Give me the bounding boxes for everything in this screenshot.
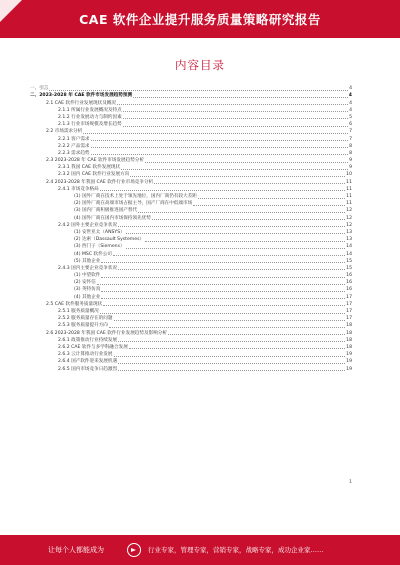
toc-entry-page: 4 xyxy=(349,100,352,106)
toc-leader-dots xyxy=(129,347,345,349)
toc-entry-label: 2.4.2 国外主要企业竞争状况 xyxy=(58,222,118,228)
toc-leader-dots xyxy=(126,247,346,249)
toc-entry-label: (1) 安世亚太（ANSYS） xyxy=(74,229,125,235)
toc-leader-dots xyxy=(100,189,345,191)
toc-leader-dots xyxy=(193,204,345,206)
toc-entry[interactable] xyxy=(30,301,352,308)
toc-entry-label: (2) 国外厂商在高端市场占据主导，国产厂商在中低端市场 xyxy=(74,201,193,207)
toc-entry-page: 12 xyxy=(346,222,352,228)
toc-entry[interactable] xyxy=(30,322,352,329)
document-header xyxy=(0,0,400,38)
toc-leader-dots xyxy=(198,197,345,199)
toc-entry[interactable] xyxy=(30,315,352,322)
toc-leader-dots xyxy=(114,355,346,357)
toc-entry[interactable] xyxy=(30,365,352,372)
toc-leader-dots xyxy=(49,89,348,91)
toc-entry[interactable] xyxy=(30,293,352,300)
toc-entry-label: (4) MSC 软件公司 xyxy=(74,251,112,257)
toc-leader-dots xyxy=(83,132,348,134)
toc-entry-page: 13 xyxy=(346,229,352,235)
toc-entry-label: 2.4.3 国内主要企业竞争状况 xyxy=(58,265,118,271)
toc-leader-dots xyxy=(91,139,349,141)
toc-leader-dots xyxy=(154,182,345,184)
toc-entry[interactable] xyxy=(30,107,352,114)
toc-entry-label: 2.5.2 服务质量存在的问题 xyxy=(58,316,113,322)
toc-entry-page: 8 xyxy=(349,150,352,156)
toc-leader-dots xyxy=(152,218,345,220)
toc-entry-label: 2.5.1 服务质量概况 xyxy=(58,309,99,314)
toc-leader-dots xyxy=(145,161,348,163)
toc-leader-dots xyxy=(118,369,345,371)
toc-entry[interactable] xyxy=(30,250,352,257)
toc-leader-dots xyxy=(123,110,348,112)
toc-leader-dots xyxy=(101,276,345,278)
toc-leader-dots xyxy=(109,326,345,328)
toc-entry-label: (3) 英特仿真 xyxy=(74,287,101,293)
toc-entry-page: 17 xyxy=(346,316,352,322)
toc-leader-dots xyxy=(133,96,348,98)
toc-leader-dots xyxy=(101,290,345,292)
toc-entry-label: 2.6 2023-2028 年我国 CAE 软件行业发展趋势及影响分析 xyxy=(46,330,167,336)
toc-leader-dots xyxy=(145,240,345,242)
table-of-contents xyxy=(30,85,352,373)
toc-leader-dots xyxy=(123,125,348,127)
toc-entry-page: 7 xyxy=(349,129,352,135)
toc-entry[interactable] xyxy=(30,121,352,128)
toc-leader-dots xyxy=(117,103,348,105)
toc-entry-page: 14 xyxy=(346,251,352,257)
toc-entry-page: 11 xyxy=(346,186,352,192)
toc-entry-label: (1) 中望软件 xyxy=(74,273,101,279)
toc-entry[interactable] xyxy=(30,272,352,279)
toc-entry-label: (5) 其他企业 xyxy=(74,258,101,264)
toc-entry-page: 18 xyxy=(346,323,352,329)
toc-entry-page: 15 xyxy=(346,258,352,264)
toc-leader-dots xyxy=(123,117,348,119)
toc-entry[interactable] xyxy=(30,135,352,142)
toc-entry-label: 2.2.2 产品需求 xyxy=(58,143,90,149)
toc-leader-dots xyxy=(126,232,345,234)
toc-leader-dots xyxy=(91,146,349,148)
toc-entry[interactable] xyxy=(30,236,352,243)
toc-entry[interactable] xyxy=(30,329,352,336)
toc-entry-label: 2.6.5 国内市场竞争日趋激烈 xyxy=(58,366,118,372)
toc-entry-label: 2.2.3 需求趋势 xyxy=(58,150,90,156)
toc-leader-dots xyxy=(101,261,345,263)
toc-entry-label: 2.4 2023-2028 年我国 CAE 软件行业市场竞争分析 xyxy=(46,179,154,185)
document-footer xyxy=(0,535,400,565)
toc-leader-dots xyxy=(97,283,345,285)
toc-leader-dots xyxy=(121,168,348,170)
toc-entry-page: 11 xyxy=(346,201,352,207)
toc-entry-label: (2) 达索（Dassault Systemes） xyxy=(74,237,145,243)
toc-entry-label: 2.6.1 政策推动行业持续发展 xyxy=(58,337,118,343)
toc-entry[interactable] xyxy=(30,186,352,193)
toc-entry[interactable] xyxy=(30,258,352,265)
toc-entry-page: 18 xyxy=(346,337,352,343)
toc-entry-label: 2.6.4 国产软件迎来发展机遇 xyxy=(58,359,118,365)
page-number: 1 xyxy=(349,480,352,485)
toc-entry-page: 11 xyxy=(346,194,352,199)
toc-entry[interactable] xyxy=(30,114,352,121)
toc-leader-dots xyxy=(101,297,345,299)
toc-entry[interactable] xyxy=(30,85,352,92)
toc-entry-label: 2.3.2 国内 CAE 软件行业发展方向 xyxy=(58,172,130,178)
toc-entry-page: 12 xyxy=(346,215,352,221)
toc-entry-label: 2.6.3 云计算推动行业发展 xyxy=(58,352,113,358)
toc-entry-page: 15 xyxy=(346,265,352,271)
toc-entry-page: 9 xyxy=(349,158,352,164)
toc-entry-page: 10 xyxy=(346,172,352,178)
footer-slogan-right: 行业专家，管理专家，营销专家，战略专家，成功企业家…… xyxy=(148,546,324,554)
toc-entry-label: 2.6.2 CAE 软件与多学科融合发展 xyxy=(58,344,128,350)
toc-entry[interactable] xyxy=(30,92,352,99)
toc-leader-dots xyxy=(118,268,345,270)
toc-entry[interactable] xyxy=(30,207,352,214)
toc-entry[interactable] xyxy=(30,214,352,221)
toc-entry-page: 16 xyxy=(346,273,352,279)
toc-entry[interactable] xyxy=(30,265,352,272)
toc-entry-page: 4 xyxy=(349,107,352,113)
toc-entry-label: 二、2023-2028 年 CAE 软件市场发展趋势预测 xyxy=(30,93,133,99)
toc-entry[interactable] xyxy=(30,308,352,315)
toc-entry[interactable] xyxy=(30,171,352,178)
toc-entry[interactable] xyxy=(30,337,352,344)
toc-leader-dots xyxy=(118,340,345,342)
toc-entry-page: 19 xyxy=(346,359,352,365)
toc-leader-dots xyxy=(91,153,349,155)
toc-entry-label: 2.3 2023-2028 年 CAE 软件市场发展趋势分析 xyxy=(46,158,144,164)
toc-leader-dots xyxy=(118,362,345,364)
toc-entry[interactable] xyxy=(30,243,352,250)
toc-leader-dots xyxy=(168,333,345,335)
toc-entry-label: (2) 安怀信 xyxy=(74,280,96,286)
toc-entry[interactable] xyxy=(30,178,352,185)
toc-leader-dots xyxy=(100,312,345,314)
toc-entry[interactable] xyxy=(30,143,352,150)
toc-title: 内容目录 xyxy=(175,58,225,72)
toc-entry-page: 19 xyxy=(346,352,352,358)
toc-leader-dots xyxy=(113,254,345,256)
toc-entry-label: 2.1 CAE 软件行业发展现状及概况 xyxy=(46,100,117,106)
toc-entry[interactable] xyxy=(30,150,352,157)
toc-entry[interactable] xyxy=(30,200,352,207)
toc-leader-dots xyxy=(103,304,345,306)
toc-entry-label: (3) 西门子（Siemens） xyxy=(74,244,125,250)
toc-entry-page: 16 xyxy=(346,280,352,286)
toc-entry[interactable] xyxy=(30,344,352,351)
toc-entry-page: 17 xyxy=(346,301,352,307)
toc-entry-page: 16 xyxy=(346,287,352,293)
toc-entry[interactable] xyxy=(30,286,352,293)
toc-entry-label: 2.2.1 客户需求 xyxy=(58,136,90,142)
toc-entry-label: (4) 国外厂商在国内市场保持领先优势 xyxy=(74,215,151,221)
toc-entry-page: 18 xyxy=(346,330,352,336)
toc-entry[interactable] xyxy=(30,358,352,365)
toc-entry[interactable] xyxy=(30,222,352,229)
toc-entry-page: 9 xyxy=(349,165,352,171)
toc-leader-dots xyxy=(138,211,345,213)
toc-entry-label: 2.1.1 所属行业发展概况及特点 xyxy=(58,107,122,113)
arrow-circle-icon xyxy=(127,543,141,557)
toc-entry-label: 2.4.1 市场竞争格局 xyxy=(58,186,99,192)
toc-entry-label: (4) 其他企业 xyxy=(74,294,101,300)
toc-entry[interactable] xyxy=(30,99,352,106)
toc-entry-label: 2.1.3 行业市场规模及增长趋势 xyxy=(58,122,122,128)
toc-leader-dots xyxy=(114,319,346,321)
toc-leader-dots xyxy=(118,225,345,227)
toc-entry[interactable] xyxy=(30,351,352,358)
toc-entry[interactable] xyxy=(30,128,352,135)
toc-entry-page: 8 xyxy=(349,143,352,149)
toc-entry-label: (1) 国外厂商在技术上处于领先地位，国内厂商仍有较大差距 xyxy=(74,194,197,199)
toc-entry-page: 6 xyxy=(349,122,352,128)
document-title: CAE 软件企业提升服务质量策略研究报告 xyxy=(79,12,321,27)
footer-slogan-left: 让每个人都能成为 xyxy=(48,546,104,554)
toc-entry-page: 13 xyxy=(346,237,352,243)
toc-leader-dots xyxy=(130,175,345,177)
toc-entry-page: 17 xyxy=(346,309,352,314)
toc-entry[interactable] xyxy=(30,279,352,286)
toc-entry-page: 18 xyxy=(346,344,352,350)
toc-entry-label: 2.5.3 服务质量提升方向 xyxy=(58,323,108,329)
toc-entry-label: (3) 国内厂商积极推进国产替代 xyxy=(74,208,138,214)
toc-entry-page: 4 xyxy=(348,93,352,99)
toc-entry-label: 2.2 市场需求分析 xyxy=(46,129,83,135)
toc-entry-page: 11 xyxy=(346,179,352,185)
toc-entry-label: 2.3.1 我国 CAE 软件发展现状 xyxy=(58,165,121,171)
toc-entry-page: 12 xyxy=(346,208,352,214)
toc-entry-page: 14 xyxy=(346,244,352,250)
toc-entry[interactable] xyxy=(30,164,352,171)
toc-entry[interactable] xyxy=(30,229,352,236)
toc-entry[interactable] xyxy=(30,193,352,200)
toc-entry-label: 一、引言 xyxy=(30,86,49,92)
toc-entry-page: 4 xyxy=(349,86,352,92)
toc-entry-page: 5 xyxy=(349,114,352,120)
toc-entry-page: 17 xyxy=(346,294,352,300)
toc-entry[interactable] xyxy=(30,157,352,164)
toc-entry-page: 19 xyxy=(346,366,352,372)
toc-entry-label: 2.5 CAE 软件服务质量现状 xyxy=(46,301,103,307)
toc-entry-label: 2.1.2 行业发展动力与制约因素 xyxy=(58,114,122,120)
toc-entry-page: 7 xyxy=(349,136,352,142)
